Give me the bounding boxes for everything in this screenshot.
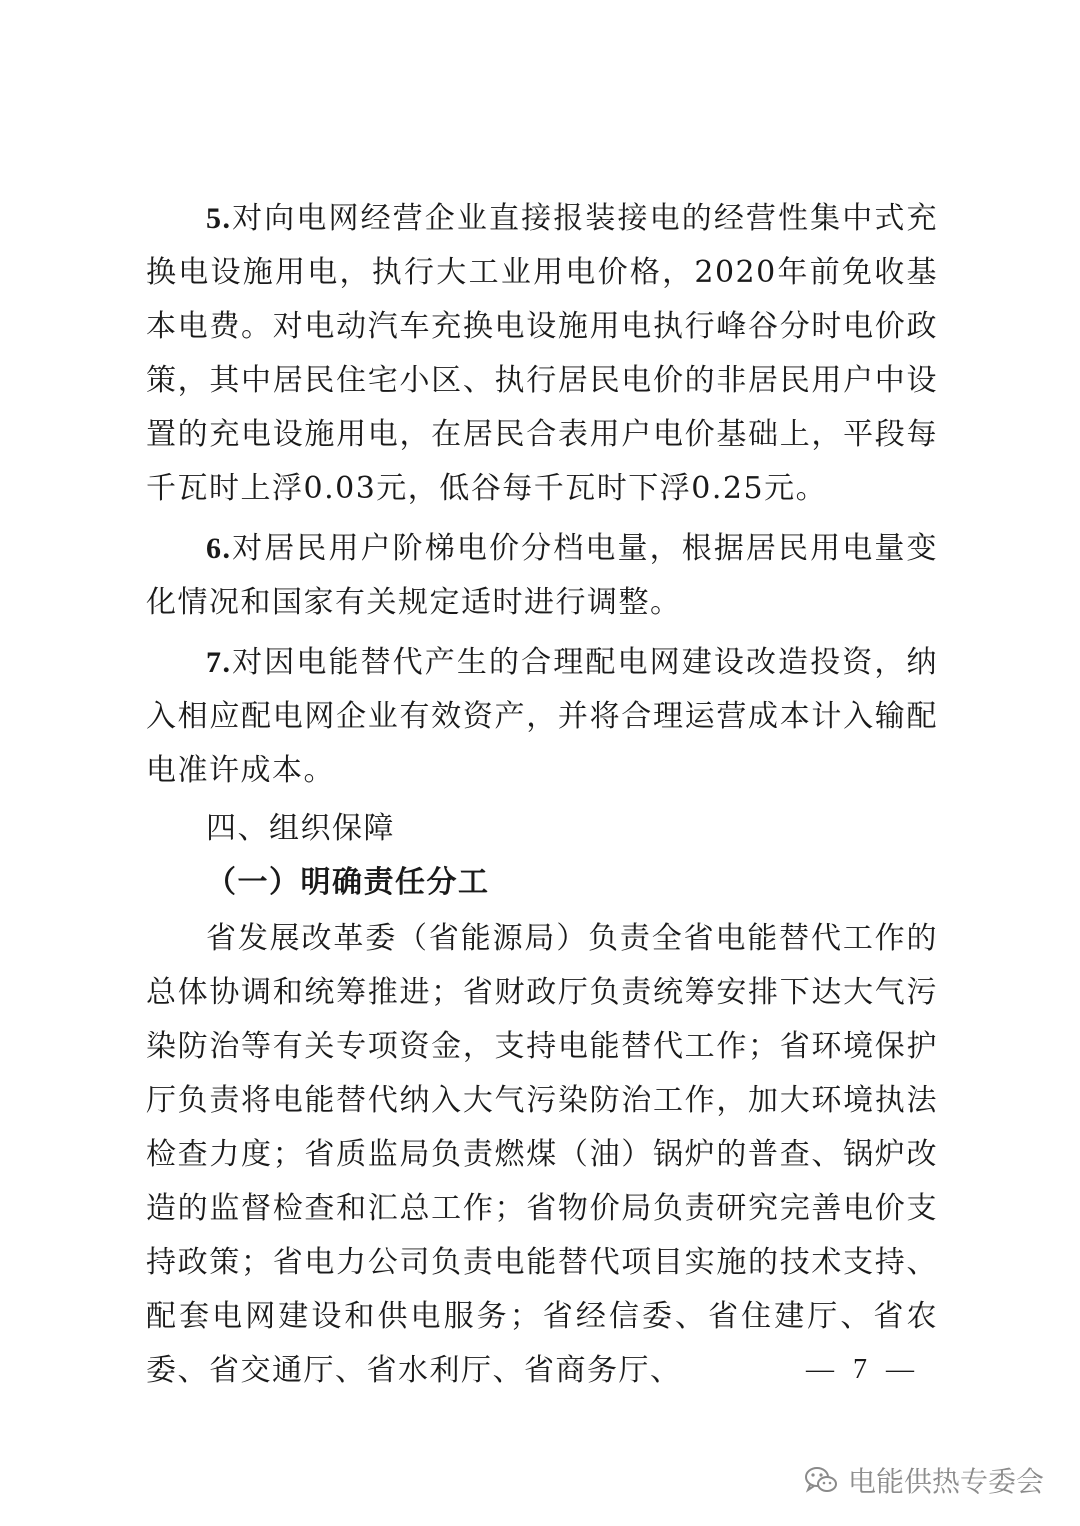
watermark [804,1460,1044,1500]
item-6-number: 6. [206,532,232,565]
item-7-text: 对因电能替代产生的合理配电网建设改造投资，纳入相应配电网企业有效资产，并将合理运营成本计入输配电准许成本。 [146,645,938,788]
item-5-text: 对向电网经营企业直接报装接电的经营性集中式充换电设施用电，执行大工业用电价格，2020年前免收基本电费。对电动汽车充换电设施用电执行峰谷分时电价政策，其中居民住宅小区、执行居民电价的非居民用户中设置的充电设施用电，在居民合表用户电价基础上，平段每千瓦时上浮0.03元，低谷每千瓦时下浮0.25元。 [146,201,938,506]
item-6-text: 对居民用户阶梯电价分档电量，根据居民用电量变化情况和国家有关规定适时进行调整。 [146,531,938,620]
section-heading: 四、组织保障 [206,811,395,846]
item-5-number: 5. [206,202,232,235]
responsibility-paragraph: 省发展改革委（省能源局）负责全省电能替代工作的总体协调和统筹推进；省财政厅负责统筹安排下达大气污染防治等有关专项资金，支持电能替代工作；省环境保护厅负责将电能替代纳入大气污染防治工作，加大环境执法检查力度；省质监局负责燃煤（油）锅炉的普查、锅炉改造的监督检查和汇总工作；省物价局负责研究完善电价支持政策；省电力公司负责电能替代项目实施的技术支持、配套电网建设和供电服务；省经信委、省住建厅、省农委、省交通厅、省水利厅、省商务厅、 [146,921,938,1388]
document-body [146,192,938,1398]
item-5-paragraph [146,192,938,516]
watermark-text: 电能供热专委会 [847,1465,1044,1498]
page-number: — 7 — [806,1354,920,1385]
item-7-number: 7. [206,646,232,679]
item-7-paragraph [146,636,938,798]
item-6-paragraph [146,522,938,630]
subsection-heading: （一）明确责任分工 [206,865,490,900]
wechat-icon [804,1465,838,1495]
